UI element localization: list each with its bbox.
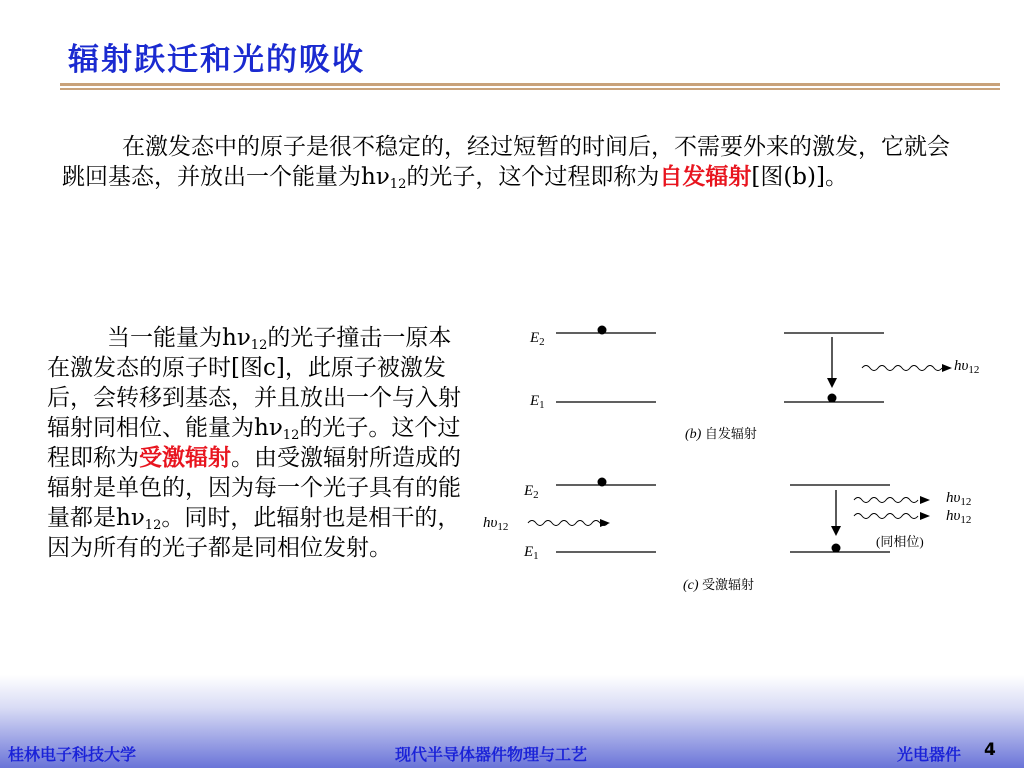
emitted-photon-arrowhead-c1 (920, 496, 930, 504)
photon-label-c2: $h\upsilon_{12}$ (946, 508, 972, 526)
footer-university: 桂林电子科技大学 (8, 745, 137, 764)
caption-c: (c) 受激辐射 (683, 578, 755, 593)
emitted-photon-wave-b (862, 366, 942, 371)
spontaneous-emission-paragraph: 在激发态中的原子是很不稳定的，经过短暂的时间后，不需要外来的激发，它就会跳回基态，并放出一个能量为$h\nu_{12}$的光子，这个过程即称为自发辐射[图(b)]。 (62, 134, 950, 192)
electron-upper-c (598, 478, 607, 487)
emitted-photon-wave-c1 (854, 498, 918, 503)
stimulated-emission-paragraph: 当一能量为$h\nu_{12}$的光子撞击一原本在激发态的原子时[图c]，此原子被激发后，会转移到基态，并且放出一个与入射辐射同相位、能量为$h\nu_{12}$的光子。这个过程即称为受激辐射。由受激辐射所造成的辐射是单色的，因为每一个光子具有的能量都是$h\nu_{12}$。同时，此辐射也是相干的，因为所有的光子都是同相位发射。 (47, 325, 461, 561)
emitted-photon-arrowhead-c2 (920, 512, 930, 520)
electron-lower-b (828, 394, 837, 403)
electron-lower-c (832, 544, 841, 553)
photon-label-c1: $h\upsilon_{12}$ (946, 490, 972, 508)
slide-title: 辐射跃迁和光的吸收 (68, 42, 365, 78)
in-phase-label: (同相位) (876, 534, 924, 549)
incident-photon-wave-c (528, 521, 608, 526)
caption-b: (b) 自发辐射 (685, 427, 757, 442)
footer-chapter: 光电器件 (897, 745, 962, 764)
label-e1-b: $E_1$ (530, 393, 545, 411)
page-number: 4 (984, 740, 996, 760)
footer-course: 现代半导体器件物理与工艺 (395, 745, 588, 764)
title-underline-thin (60, 88, 1000, 90)
highlight-stimulated: 受激辐射 (139, 445, 231, 471)
label-e1-c: $E_1$ (524, 544, 539, 562)
title-underline-thick (60, 83, 1000, 86)
label-e2-c: $E_2$ (524, 483, 539, 501)
emitted-photon-wave-c2 (854, 514, 918, 519)
transition-arrowhead-b (827, 378, 837, 388)
incident-photon-label-c: $h\upsilon_{12}$ (483, 515, 509, 533)
label-e2-b: $E_2$ (530, 330, 545, 348)
energy-level-diagram (480, 310, 990, 600)
highlight-spontaneous: 自发辐射 (659, 164, 752, 190)
electron-upper-b (598, 326, 607, 335)
photon-label-b: $h\upsilon_{12}$ (954, 358, 980, 376)
transition-arrowhead-c (831, 526, 841, 536)
emitted-photon-arrowhead-b (942, 364, 952, 372)
